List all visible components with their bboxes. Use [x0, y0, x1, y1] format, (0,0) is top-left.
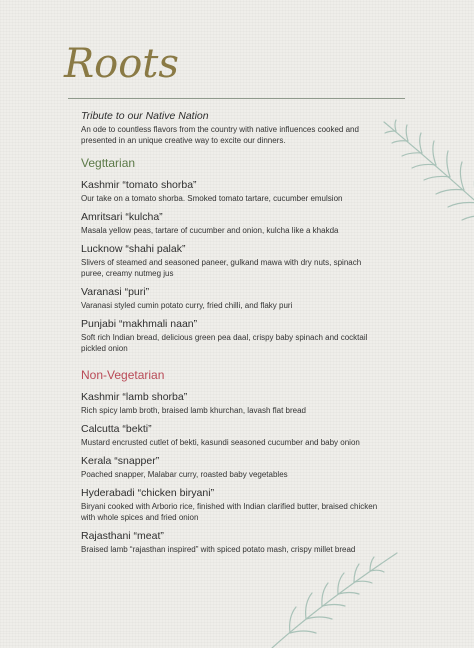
menu-item-name: Lucknow “shahi palak” [81, 243, 186, 255]
menu-item [81, 391, 381, 416]
menu-item [81, 318, 381, 354]
menu-item [81, 487, 381, 523]
menu-item [81, 179, 381, 204]
menu-item-name: Varanasi “puri” [81, 286, 150, 298]
menu-item-description: Our take on a tomato shorba. Smoked tomato tartare, cucumber emulsion [81, 194, 343, 203]
menu-item [81, 243, 381, 279]
menu-item [81, 455, 381, 480]
menu-item-name: Kashmir “tomato shorba” [81, 179, 197, 191]
menu-item-name: Kashmir “lamb shorba” [81, 391, 188, 403]
menu-item-name: Calcutta “bekti” [81, 423, 152, 435]
menu-content [81, 109, 381, 555]
menu-item-description: Slivers of steamed and seasoned paneer, gulkand mawa with dry nuts, spinach puree, creamy nutmeg jus [81, 258, 362, 278]
menu-item-description: Varanasi styled cumin potato curry, fried chilli, and flaky puri [81, 301, 293, 310]
menu-item-description: Biryani cooked with Arborio rice, finished with Indian clarified butter, braised chicken with whole spices and fried onion [81, 502, 378, 522]
menu-item [81, 211, 381, 236]
fern-leaf-icon [262, 548, 402, 648]
menu-item-name: Hyderabadi “chicken biryani” [81, 487, 215, 499]
menu-item-name: Rajasthani “meat” [81, 530, 164, 542]
menu-title: Tribute to our Native Nation [81, 110, 209, 122]
menu-item-description: Soft rich Indian bread, delicious green pea daal, crispy baby spinach and cocktail pickled onion [81, 333, 368, 353]
header-divider [68, 98, 405, 99]
menu-intro: An ode to countless flavors from the country with native influences cooked and presented in an unique creative way to excite our dinners. [81, 125, 359, 145]
section-heading-vegetarian: Vegttarian [81, 156, 136, 170]
menu-item-description: Braised lamb “rajasthan inspired” with spiced potato mash, crispy millet bread [81, 545, 356, 554]
menu-item-description: Masala yellow peas, tartare of cucumber and onion, kulcha like a khakda [81, 226, 339, 235]
menu-item [81, 423, 381, 448]
menu-item-name: Amritsari “kulcha” [81, 211, 163, 223]
menu-item-description: Poached snapper, Malabar curry, roasted baby vegetables [81, 470, 288, 479]
menu-item-name: Punjabi “makhmali naan” [81, 318, 198, 330]
menu-item-description: Rich spicy lamb broth, braised lamb khurchan, lavash flat bread [81, 406, 306, 415]
section-heading-non-vegetarian: Non-Vegetarian [81, 368, 165, 382]
brand-logo: Roots [64, 41, 179, 87]
menu-item-description: Mustard encrusted cutlet of bekti, kasundi seasoned cucumber and baby onion [81, 438, 360, 447]
menu-item [81, 530, 381, 555]
menu-item [81, 286, 381, 311]
fern-leaf-icon [374, 112, 474, 242]
menu-item-name: Kerala “snapper” [81, 455, 160, 467]
